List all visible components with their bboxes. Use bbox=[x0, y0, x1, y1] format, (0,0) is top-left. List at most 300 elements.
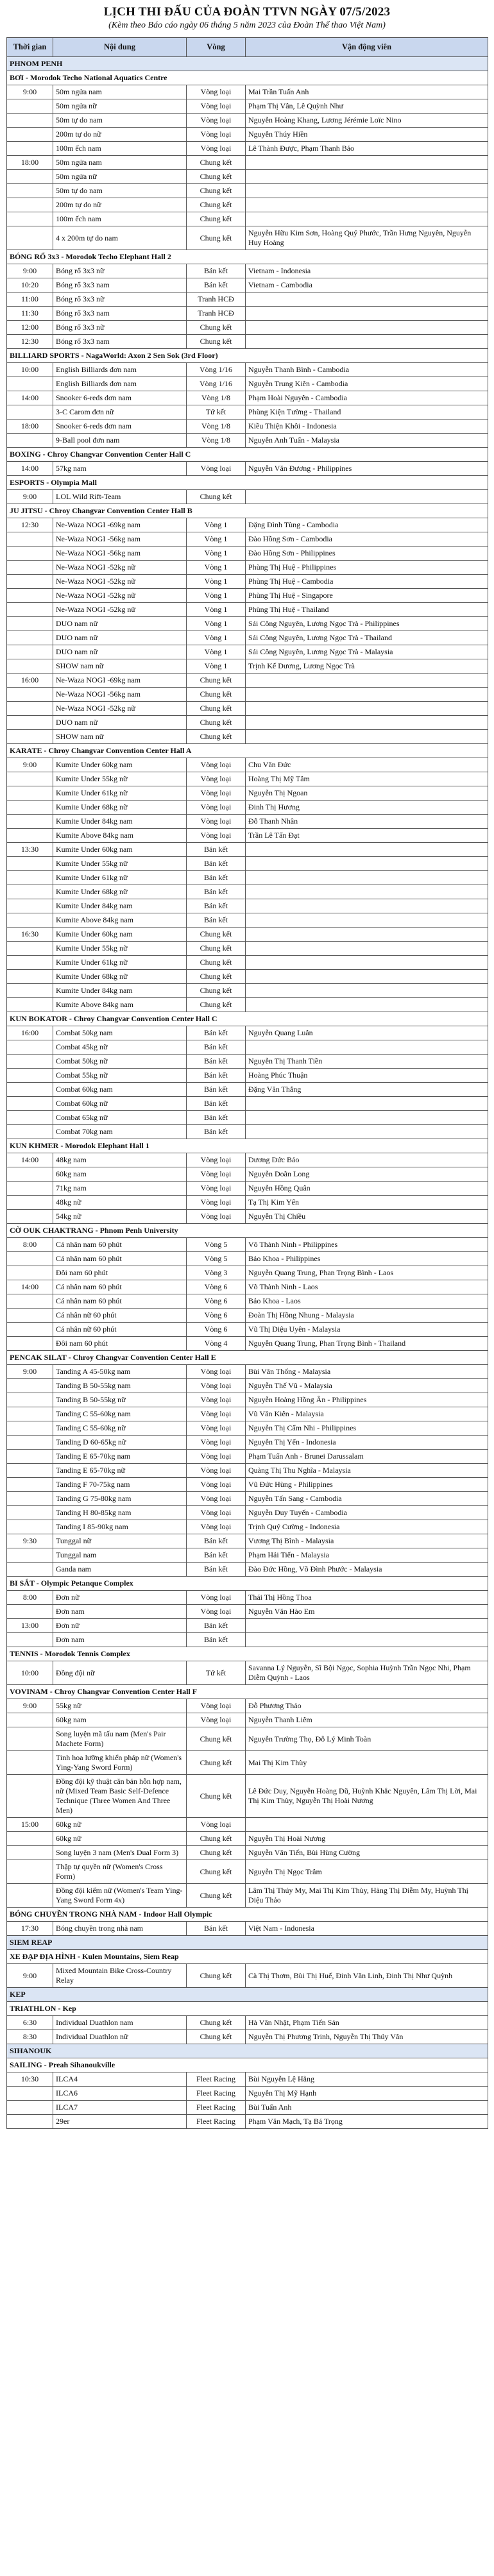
event-cell: Combat 70kg nam bbox=[53, 1125, 187, 1139]
section-title: TENNIS - Morodok Tennis Complex bbox=[7, 1647, 488, 1661]
time-cell bbox=[7, 198, 53, 212]
athletes-cell: Lê Đức Duy, Nguyễn Hoàng Dũ, Huỳnh Khắc Nguyên, Lâm Thị Lời, Mai Thị Kim Thùy, Nguyễn Thị Hoài Nương bbox=[246, 1775, 488, 1818]
round-cell: Bán kết bbox=[187, 1563, 246, 1577]
athletes-cell: Nguyễn Thị Ngọc Trâm bbox=[246, 1860, 488, 1884]
round-cell: Vòng loại bbox=[187, 114, 246, 128]
event-cell: Tunggal nam bbox=[53, 1548, 187, 1563]
round-cell: Chung kết bbox=[187, 1884, 246, 1908]
round-cell: Chung kết bbox=[187, 335, 246, 349]
header-athletes: Vận động viên bbox=[246, 38, 488, 57]
event-cell: Tanding C 55-60kg nam bbox=[53, 1407, 187, 1421]
round-cell: Vòng 5 bbox=[187, 1252, 246, 1266]
round-cell: Vòng 1 bbox=[187, 575, 246, 589]
table-row bbox=[7, 1083, 488, 1097]
section-title: BILLIARD SPORTS - NagaWorld: Axon 2 Sen Sok (3rd Floor) bbox=[7, 349, 488, 363]
round-cell: Chung kết bbox=[187, 1860, 246, 1884]
time-cell: 8:30 bbox=[7, 2030, 53, 2044]
section-header bbox=[7, 250, 488, 264]
round-cell: Vòng 1/16 bbox=[187, 377, 246, 391]
event-cell: Thập tự quyền nữ (Women's Cross Form) bbox=[53, 1860, 187, 1884]
table-row bbox=[7, 659, 488, 674]
table-row bbox=[7, 292, 488, 307]
table-row bbox=[7, 1775, 488, 1818]
section-title: KUN BOKATOR - Chroy Changvar Convention Center Hall C bbox=[7, 1012, 488, 1026]
round-cell: Bán kết bbox=[187, 1125, 246, 1139]
time-cell bbox=[7, 1393, 53, 1407]
time-cell bbox=[7, 857, 53, 871]
athletes-cell: Nguyễn Văn Đương - Philippines bbox=[246, 462, 488, 476]
athletes-cell: Phạm Tuấn Anh - Brunei Darussalam bbox=[246, 1450, 488, 1464]
time-cell: 9:00 bbox=[7, 1365, 53, 1379]
table-row bbox=[7, 1884, 488, 1908]
time-cell: 10:00 bbox=[7, 363, 53, 377]
table-row bbox=[7, 1294, 488, 1309]
round-cell: Chung kết bbox=[187, 212, 246, 226]
time-cell bbox=[7, 1633, 53, 1647]
athletes-cell bbox=[246, 688, 488, 702]
section-title: VOVINAM - Chroy Changvar Convention Center Hall F bbox=[7, 1685, 488, 1699]
table-row bbox=[7, 1026, 488, 1040]
table-row bbox=[7, 1661, 488, 1685]
round-cell: Chung kết bbox=[187, 928, 246, 942]
event-cell: Kumite Under 68kg nữ bbox=[53, 885, 187, 899]
table-row bbox=[7, 363, 488, 377]
round-cell: Chung kết bbox=[187, 321, 246, 335]
event-cell: Đồng đội kiếm nữ (Women's Team Ying-Yang Sword Form 4x) bbox=[53, 1884, 187, 1908]
time-cell bbox=[7, 1323, 53, 1337]
event-cell: Ne-Waza NOGI -69kg nam bbox=[53, 674, 187, 688]
event-cell: Bóng rổ 3x3 nữ bbox=[53, 292, 187, 307]
time-cell bbox=[7, 1097, 53, 1111]
section-header bbox=[7, 1224, 488, 1238]
table-row bbox=[7, 1125, 488, 1139]
event-cell: ILCA6 bbox=[53, 2087, 187, 2101]
athletes-cell bbox=[246, 335, 488, 349]
time-cell bbox=[7, 226, 53, 250]
event-cell: Kumite Under 55kg nữ bbox=[53, 772, 187, 786]
time-cell bbox=[7, 899, 53, 913]
time-cell bbox=[7, 631, 53, 645]
round-cell: Vòng loại bbox=[187, 1464, 246, 1478]
table-body bbox=[7, 57, 488, 2129]
round-cell: Bán kết bbox=[187, 1922, 246, 1936]
table-row bbox=[7, 631, 488, 645]
time-cell bbox=[7, 532, 53, 547]
section-title: ESPORTS - Olympia Mall bbox=[7, 476, 488, 490]
header-time: Thời gian bbox=[7, 38, 53, 57]
athletes-cell: Nguyễn Trung Kiên - Cambodia bbox=[246, 377, 488, 391]
event-cell: 29er bbox=[53, 2115, 187, 2129]
event-cell: Snooker 6-reds đơn nam bbox=[53, 391, 187, 405]
event-cell: Kumite Under 61kg nữ bbox=[53, 871, 187, 885]
time-cell bbox=[7, 1125, 53, 1139]
athletes-cell: Kiều Thiện Khôi - Indonesia bbox=[246, 419, 488, 434]
event-cell: Kumite Above 84kg nam bbox=[53, 998, 187, 1012]
table-header bbox=[7, 38, 488, 57]
table-row bbox=[7, 2101, 488, 2115]
table-row bbox=[7, 1922, 488, 1936]
time-cell: 15:00 bbox=[7, 1818, 53, 1832]
table-row bbox=[7, 1605, 488, 1619]
time-cell: 16:00 bbox=[7, 1026, 53, 1040]
round-cell: Vòng 6 bbox=[187, 1280, 246, 1294]
round-cell: Vòng loại bbox=[187, 1365, 246, 1379]
section-title: TRIATHLON - Kep bbox=[7, 2002, 488, 2016]
athletes-cell: Nguyễn Hữu Kim Sơn, Hoàng Quý Phước, Trần Hưng Nguyên, Nguyễn Huy Hoàng bbox=[246, 226, 488, 250]
time-cell bbox=[7, 212, 53, 226]
table-row bbox=[7, 730, 488, 744]
section-header bbox=[7, 2058, 488, 2072]
athletes-cell: Võ Thành Ninh - Philippines bbox=[246, 1238, 488, 1252]
athletes-cell: Nguyễn Anh Tuấn - Malaysia bbox=[246, 434, 488, 448]
round-cell: Vòng 6 bbox=[187, 1323, 246, 1337]
table-row bbox=[7, 1699, 488, 1713]
round-cell: Fleet Racing bbox=[187, 2087, 246, 2101]
table-row bbox=[7, 603, 488, 617]
round-cell: Vòng loại bbox=[187, 1478, 246, 1492]
event-cell: Cá nhân nam 60 phút bbox=[53, 1280, 187, 1294]
time-cell bbox=[7, 1379, 53, 1393]
time-cell: 6:30 bbox=[7, 2016, 53, 2030]
round-cell: Tranh HCĐ bbox=[187, 292, 246, 307]
time-cell bbox=[7, 1055, 53, 1069]
round-cell: Vòng loại bbox=[187, 128, 246, 142]
table-row bbox=[7, 589, 488, 603]
athletes-cell: Trần Lê Tấn Đạt bbox=[246, 829, 488, 843]
athletes-cell bbox=[246, 970, 488, 984]
round-cell: Chung kết bbox=[187, 156, 246, 170]
section-title: BOXING - Chroy Changvar Convention Center Hall C bbox=[7, 448, 488, 462]
time-cell bbox=[7, 1563, 53, 1577]
athletes-cell: Quàng Thị Thu Nghĩa - Malaysia bbox=[246, 1464, 488, 1478]
event-cell: Tinh hoa lưỡng khiển pháp nữ (Women's Ying-Yang Sword Form) bbox=[53, 1751, 187, 1775]
table-row bbox=[7, 1182, 488, 1196]
event-cell: SHOW nam nữ bbox=[53, 659, 187, 674]
round-cell: Bán kết bbox=[187, 899, 246, 913]
event-cell: Đơn nữ bbox=[53, 1591, 187, 1605]
athletes-cell: Phạm Hoài Nguyên - Cambodia bbox=[246, 391, 488, 405]
event-cell: Đồng đội nữ bbox=[53, 1661, 187, 1685]
time-cell: 8:00 bbox=[7, 1238, 53, 1252]
table-row bbox=[7, 758, 488, 772]
table-row bbox=[7, 1280, 488, 1294]
event-cell: Ne-Waza NOGI -52kg nữ bbox=[53, 589, 187, 603]
athletes-cell: Nguyễn Duy Tuyến - Cambodia bbox=[246, 1506, 488, 1520]
athletes-cell: Chu Văn Đức bbox=[246, 758, 488, 772]
section-title: CỜ OUK CHAKTRANG - Phnom Penh University bbox=[7, 1224, 488, 1238]
round-cell: Vòng loại bbox=[187, 772, 246, 786]
round-cell: Vòng loại bbox=[187, 1506, 246, 1520]
table-row bbox=[7, 462, 488, 476]
time-cell: 14:00 bbox=[7, 391, 53, 405]
time-cell bbox=[7, 1252, 53, 1266]
round-cell: Vòng 1 bbox=[187, 532, 246, 547]
table-row bbox=[7, 1713, 488, 1727]
athletes-cell: Trịnh Quý Cường - Indonesia bbox=[246, 1520, 488, 1534]
event-cell: 60kg nam bbox=[53, 1167, 187, 1182]
section-header bbox=[7, 744, 488, 758]
event-cell: ILCA7 bbox=[53, 2101, 187, 2115]
athletes-cell bbox=[246, 956, 488, 970]
athletes-cell bbox=[246, 702, 488, 716]
table-row bbox=[7, 99, 488, 114]
athletes-cell: Đặng Văn Thắng bbox=[246, 1083, 488, 1097]
round-cell: Vòng loại bbox=[187, 786, 246, 801]
athletes-cell bbox=[246, 292, 488, 307]
section-title: KUN KHMER - Morodok Elephant Hall 1 bbox=[7, 1139, 488, 1153]
athletes-cell bbox=[246, 212, 488, 226]
athletes-cell: Nguyễn Hồng Quân bbox=[246, 1182, 488, 1196]
time-cell bbox=[7, 1436, 53, 1450]
athletes-cell: Nguyễn Quang Trung, Phan Trọng Bình - Laos bbox=[246, 1266, 488, 1280]
event-cell: Kumite Under 68kg nữ bbox=[53, 801, 187, 815]
time-cell: 12:30 bbox=[7, 518, 53, 532]
event-cell: 60kg nữ bbox=[53, 1818, 187, 1832]
round-cell: Fleet Racing bbox=[187, 2115, 246, 2129]
table-row bbox=[7, 1238, 488, 1252]
event-cell: 50m tự do nam bbox=[53, 184, 187, 198]
table-row bbox=[7, 857, 488, 871]
section-header bbox=[7, 1139, 488, 1153]
event-cell: Bóng rổ 3x3 nam bbox=[53, 278, 187, 292]
athletes-cell bbox=[246, 857, 488, 871]
athletes-cell: Phạm Thị Vân, Lê Quỳnh Như bbox=[246, 99, 488, 114]
athletes-cell: Nguyễn Trường Thọ, Đỗ Lý Minh Toàn bbox=[246, 1727, 488, 1751]
section-header bbox=[7, 476, 488, 490]
athletes-cell: Nguyễn Hoàng Khang, Lương Jérémie Loïc Nino bbox=[246, 114, 488, 128]
table-row bbox=[7, 1591, 488, 1605]
event-cell: Tanding B 50-55kg nam bbox=[53, 1379, 187, 1393]
table-row bbox=[7, 1727, 488, 1751]
table-row bbox=[7, 2115, 488, 2129]
table-row bbox=[7, 801, 488, 815]
table-row bbox=[7, 226, 488, 250]
athletes-cell: Bảo Khoa - Laos bbox=[246, 1294, 488, 1309]
table-row bbox=[7, 419, 488, 434]
time-cell: 9:00 bbox=[7, 1699, 53, 1713]
time-cell bbox=[7, 1713, 53, 1727]
round-cell: Vòng loại bbox=[187, 829, 246, 843]
athletes-cell bbox=[246, 998, 488, 1012]
event-cell: 9-Ball pool đơn nam bbox=[53, 434, 187, 448]
round-cell: Vòng 1 bbox=[187, 561, 246, 575]
event-cell: Bóng rổ 3x3 nữ bbox=[53, 264, 187, 278]
round-cell: Vòng loại bbox=[187, 758, 246, 772]
time-cell bbox=[7, 1832, 53, 1846]
table-row bbox=[7, 532, 488, 547]
athletes-cell: Đào Đức Hồng, Võ Đình Phước - Malaysia bbox=[246, 1563, 488, 1577]
time-cell bbox=[7, 603, 53, 617]
time-cell bbox=[7, 1196, 53, 1210]
athletes-cell bbox=[246, 321, 488, 335]
round-cell: Chung kết bbox=[187, 170, 246, 184]
time-cell bbox=[7, 1083, 53, 1097]
round-cell: Vòng loại bbox=[187, 1196, 246, 1210]
section-title: XE ĐẠP ĐỊA HÌNH - Kulen Mountains, Siem Reap bbox=[7, 1950, 488, 1964]
time-cell bbox=[7, 956, 53, 970]
time-cell: 12:00 bbox=[7, 321, 53, 335]
time-cell: 13:00 bbox=[7, 1619, 53, 1633]
round-cell: Bán kết bbox=[187, 885, 246, 899]
athletes-cell: Vũ Thị Diệu Uyên - Malaysia bbox=[246, 1323, 488, 1337]
time-cell bbox=[7, 1520, 53, 1534]
round-cell: Chung kết bbox=[187, 1846, 246, 1860]
athletes-cell bbox=[246, 170, 488, 184]
time-cell bbox=[7, 1421, 53, 1436]
round-cell: Vòng loại bbox=[187, 1699, 246, 1713]
round-cell: Vòng 6 bbox=[187, 1294, 246, 1309]
round-cell: Vòng 1 bbox=[187, 547, 246, 561]
round-cell: Vòng 6 bbox=[187, 1309, 246, 1323]
table-row bbox=[7, 1450, 488, 1464]
time-cell bbox=[7, 184, 53, 198]
time-cell: 10:30 bbox=[7, 2072, 53, 2087]
athletes-cell: Phạm Hải Tiến - Malaysia bbox=[246, 1548, 488, 1563]
time-cell bbox=[7, 1727, 53, 1751]
time-cell: 14:00 bbox=[7, 1280, 53, 1294]
event-cell: 60kg nữ bbox=[53, 1832, 187, 1846]
round-cell: Vòng 1/16 bbox=[187, 363, 246, 377]
round-cell: Bán kết bbox=[187, 1040, 246, 1055]
table-row bbox=[7, 1210, 488, 1224]
time-cell bbox=[7, 142, 53, 156]
round-cell: Bán kết bbox=[187, 264, 246, 278]
event-cell: Kumite Under 61kg nữ bbox=[53, 956, 187, 970]
round-cell: Bán kết bbox=[187, 913, 246, 928]
table-row bbox=[7, 1633, 488, 1647]
athletes-cell: Nguyễn Thúy Hiền bbox=[246, 128, 488, 142]
table-row bbox=[7, 786, 488, 801]
table-row bbox=[7, 998, 488, 1012]
athletes-cell: Võ Thành Ninh - Laos bbox=[246, 1280, 488, 1294]
athletes-cell: Vũ Đức Hùng - Philippines bbox=[246, 1478, 488, 1492]
athletes-cell: Nguyễn Thị Chiều bbox=[246, 1210, 488, 1224]
table-row bbox=[7, 264, 488, 278]
event-cell: Kumite Above 84kg nam bbox=[53, 913, 187, 928]
event-cell: 50m tự do nam bbox=[53, 114, 187, 128]
round-cell: Chung kết bbox=[187, 702, 246, 716]
table-row bbox=[7, 1266, 488, 1280]
athletes-cell bbox=[246, 899, 488, 913]
section-header bbox=[7, 448, 488, 462]
event-cell: Đồng đội kỹ thuật căn bản hỗn hợp nam, nữ (Mixed Team Basic Self-Defence Technique (Three Women And Three Men) bbox=[53, 1775, 187, 1818]
athletes-cell bbox=[246, 1097, 488, 1111]
table-row bbox=[7, 2072, 488, 2087]
round-cell: Chung kết bbox=[187, 1832, 246, 1846]
table-row bbox=[7, 184, 488, 198]
time-cell bbox=[7, 1751, 53, 1775]
table-row bbox=[7, 1436, 488, 1450]
time-cell bbox=[7, 99, 53, 114]
athletes-cell: Vietnam - Cambodia bbox=[246, 278, 488, 292]
round-cell: Chung kết bbox=[187, 984, 246, 998]
athletes-cell bbox=[246, 984, 488, 998]
time-cell bbox=[7, 998, 53, 1012]
time-cell bbox=[7, 984, 53, 998]
section-title: KEP bbox=[7, 1988, 488, 2002]
round-cell: Bán kết bbox=[187, 1026, 246, 1040]
athletes-cell: Phùng Thị Huệ - Cambodia bbox=[246, 575, 488, 589]
table-row bbox=[7, 1167, 488, 1182]
time-cell bbox=[7, 1478, 53, 1492]
event-cell: Combat 65kg nữ bbox=[53, 1111, 187, 1125]
table-row bbox=[7, 1520, 488, 1534]
time-cell bbox=[7, 1069, 53, 1083]
event-cell: 55kg nữ bbox=[53, 1699, 187, 1713]
event-cell: Tanding B 50-55kg nữ bbox=[53, 1393, 187, 1407]
athletes-cell: Đỗ Phương Thảo bbox=[246, 1699, 488, 1713]
time-cell bbox=[7, 1464, 53, 1478]
athletes-cell: Nguyễn Thị Yến - Indonesia bbox=[246, 1436, 488, 1450]
round-cell: Tứ kết bbox=[187, 1661, 246, 1685]
section-title: PHNOM PENH bbox=[7, 57, 488, 71]
round-cell: Vòng loại bbox=[187, 815, 246, 829]
round-cell: Chung kết bbox=[187, 1964, 246, 1988]
round-cell: Vòng 5 bbox=[187, 1238, 246, 1252]
round-cell: Chung kết bbox=[187, 942, 246, 956]
table-row bbox=[7, 702, 488, 716]
table-row bbox=[7, 1619, 488, 1633]
time-cell bbox=[7, 1111, 53, 1125]
time-cell: 8:00 bbox=[7, 1591, 53, 1605]
round-cell: Vòng loại bbox=[187, 1379, 246, 1393]
event-cell: Bóng rổ 3x3 nam bbox=[53, 335, 187, 349]
round-cell: Bán kết bbox=[187, 1633, 246, 1647]
round-cell: Chung kết bbox=[187, 998, 246, 1012]
event-cell: Cá nhân nữ 60 phút bbox=[53, 1323, 187, 1337]
time-cell bbox=[7, 434, 53, 448]
table-row bbox=[7, 1040, 488, 1055]
time-cell bbox=[7, 1605, 53, 1619]
event-cell: English Billiards đơn nam bbox=[53, 363, 187, 377]
round-cell: Vòng loại bbox=[187, 1153, 246, 1167]
round-cell: Bán kết bbox=[187, 1083, 246, 1097]
round-cell: Chung kết bbox=[187, 184, 246, 198]
athletes-cell: Bùi Tuấn Anh bbox=[246, 2101, 488, 2115]
time-cell: 11:00 bbox=[7, 292, 53, 307]
round-cell: Vòng loại bbox=[187, 1421, 246, 1436]
time-cell bbox=[7, 772, 53, 786]
event-cell: DUO nam nữ bbox=[53, 716, 187, 730]
athletes-cell bbox=[246, 1619, 488, 1633]
athletes-cell: Vũ Văn Kiên - Malaysia bbox=[246, 1407, 488, 1421]
time-cell bbox=[7, 801, 53, 815]
athletes-cell: Đoàn Thị Hồng Nhung - Malaysia bbox=[246, 1309, 488, 1323]
event-cell: Kumite Under 68kg nữ bbox=[53, 970, 187, 984]
athletes-cell: Nguyễn Thế Vũ - Malaysia bbox=[246, 1379, 488, 1393]
table-row bbox=[7, 984, 488, 998]
round-cell: Bán kết bbox=[187, 1097, 246, 1111]
table-row bbox=[7, 1860, 488, 1884]
round-cell: Vòng loại bbox=[187, 1591, 246, 1605]
time-cell: 9:00 bbox=[7, 758, 53, 772]
time-cell bbox=[7, 730, 53, 744]
time-cell bbox=[7, 617, 53, 631]
event-cell: 100m ếch nam bbox=[53, 212, 187, 226]
table-row bbox=[7, 1534, 488, 1548]
table-row bbox=[7, 970, 488, 984]
section-header bbox=[7, 2044, 488, 2058]
header-row bbox=[7, 38, 488, 57]
table-row bbox=[7, 128, 488, 142]
table-row bbox=[7, 1964, 488, 1988]
section-title: JU JITSU - Chroy Changvar Convention Center Hall B bbox=[7, 504, 488, 518]
table-row bbox=[7, 1407, 488, 1421]
table-row bbox=[7, 434, 488, 448]
event-cell: Ne-Waza NOGI -52kg nữ bbox=[53, 575, 187, 589]
athletes-cell: Tạ Thị Kim Yến bbox=[246, 1196, 488, 1210]
section-title: BÓNG CHUYỀN TRONG NHÀ NAM - Indoor Hall Olympic bbox=[7, 1908, 488, 1922]
